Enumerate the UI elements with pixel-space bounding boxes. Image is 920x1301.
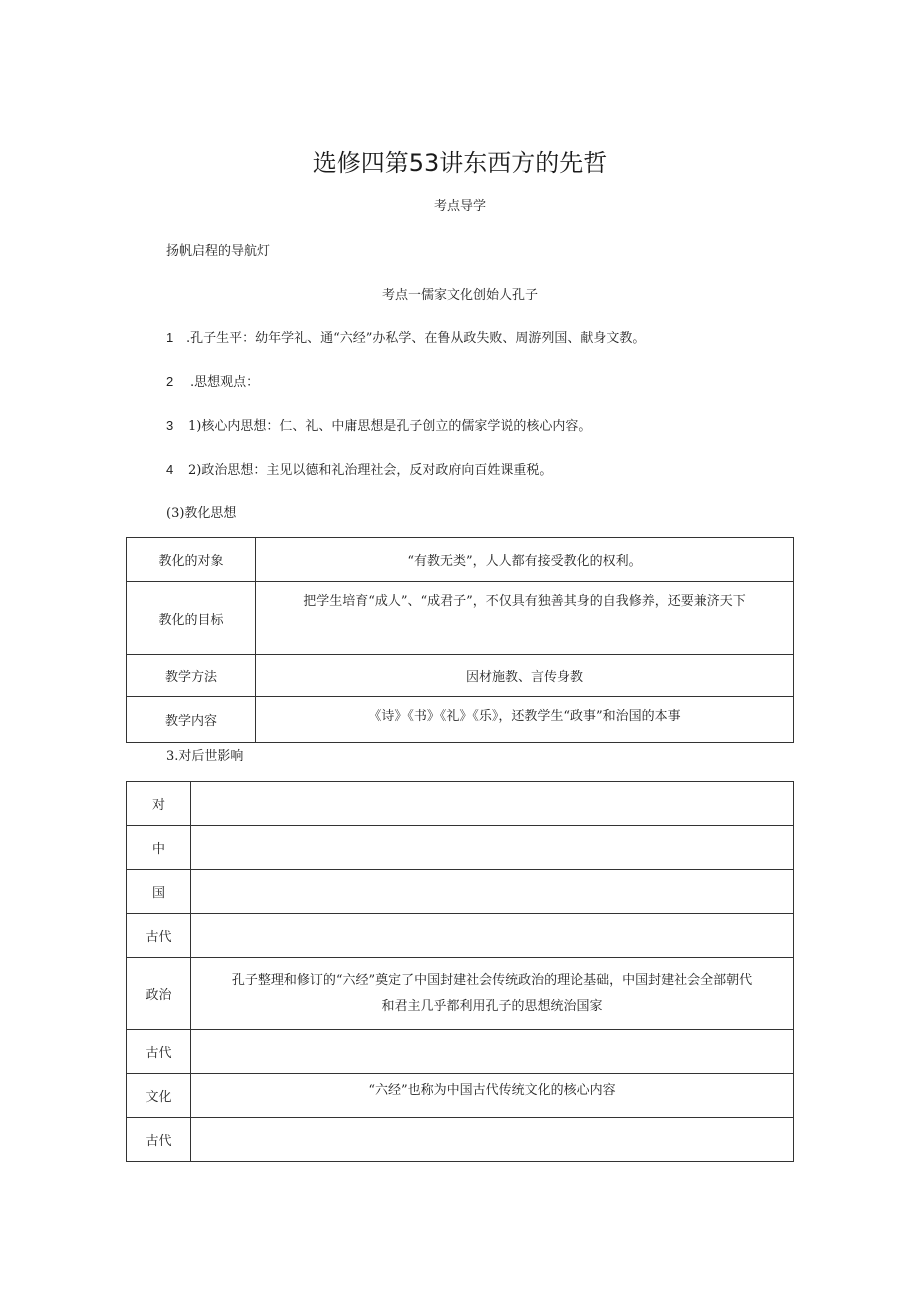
table-row bbox=[127, 782, 794, 826]
table-label-cell: 对 bbox=[127, 782, 191, 826]
paragraph-3 bbox=[166, 415, 591, 434]
paragraph-text: .思想观点： bbox=[190, 375, 260, 390]
table-content-cell bbox=[191, 782, 794, 826]
table-row bbox=[127, 1118, 794, 1162]
paragraph-text: 2)政治思想：主见以德和礼治理社会，反对政府向百姓课重税。 bbox=[188, 463, 553, 478]
table-row bbox=[127, 914, 794, 958]
table-row bbox=[127, 826, 794, 870]
paragraph-1 bbox=[166, 327, 645, 346]
politics-line-2: 和君主几乎都利用孔子的思想统治国家 bbox=[381, 998, 603, 1014]
table-label-cell: 教学内容 bbox=[127, 697, 256, 743]
table-label-cell: 教学方法 bbox=[127, 655, 256, 697]
table-label-cell: 中 bbox=[127, 826, 191, 870]
table-row bbox=[127, 697, 794, 743]
paragraph-2 bbox=[166, 371, 259, 390]
table-row bbox=[127, 538, 794, 582]
influence-heading: 3.对后世影响 bbox=[166, 749, 244, 764]
table-content-cell: 《诗》《书》《礼》《乐》，还教学生“政事”和治国的本事 bbox=[256, 697, 794, 743]
table-label-cell: 古代 bbox=[127, 1030, 191, 1074]
table-content-cell: “有教无类”，人人都有接受教化的权利。 bbox=[256, 538, 794, 582]
teaching-heading: (3)教化思想 bbox=[166, 506, 237, 521]
influence-table bbox=[126, 781, 794, 1162]
page-title: 选修四第53讲东西方的先哲 bbox=[312, 149, 608, 177]
paragraph-number: 2 bbox=[166, 374, 174, 389]
table-content-cell bbox=[191, 958, 794, 1030]
table-row bbox=[127, 582, 794, 655]
table-label-cell: 教化的目标 bbox=[127, 582, 256, 655]
table-content-cell: “六经”也称为中国古代传统文化的核心内容 bbox=[191, 1074, 794, 1118]
table-content-cell bbox=[191, 1118, 794, 1162]
table-content-cell bbox=[191, 826, 794, 870]
teaching-table bbox=[126, 537, 794, 743]
point-heading: 考点一儒家文化创始人孔子 bbox=[381, 288, 538, 303]
politics-line-1: 孔子整理和修订的“六经”奠定了中国封建社会传统政治的理论基础，中国封建社会全部朝代 bbox=[231, 972, 753, 988]
paragraph-text: 1)核心内思想：仁、礼、中庸思想是孔子创立的儒家学说的核心内容。 bbox=[188, 419, 592, 434]
table-row bbox=[127, 1074, 794, 1118]
table-content-cell: 因材施教、言传身教 bbox=[256, 655, 794, 697]
table-row bbox=[127, 1030, 794, 1074]
table-content-cell bbox=[191, 870, 794, 914]
table-content-cell bbox=[191, 1030, 794, 1074]
paragraph-number: 1 bbox=[166, 330, 174, 345]
table-content-cell: 把学生培育“成人”、“成君子”，不仅具有独善其身的自我修养，还要兼济天下 bbox=[256, 582, 794, 655]
table-label-cell: 国 bbox=[127, 870, 191, 914]
table-content-cell bbox=[191, 914, 794, 958]
subtitle: 考点导学 bbox=[433, 199, 486, 214]
table-row bbox=[127, 870, 794, 914]
table-label-cell: 古代 bbox=[127, 1118, 191, 1162]
paragraph-number: 3 bbox=[166, 418, 174, 433]
table-label-cell: 教化的对象 bbox=[127, 538, 256, 582]
section-label: 扬帆启程的导航灯 bbox=[166, 244, 271, 259]
table-label-cell: 政治 bbox=[127, 958, 191, 1030]
paragraph-4 bbox=[166, 459, 552, 478]
paragraph-number: 4 bbox=[166, 462, 174, 477]
table-row bbox=[127, 958, 794, 1030]
table-row bbox=[127, 655, 794, 697]
table-label-cell: 文化 bbox=[127, 1074, 191, 1118]
table-label-cell: 古代 bbox=[127, 914, 191, 958]
paragraph-text: .孔子生平：幼年学礼、通“六经”办私学、在鲁从政失败、周游列国、献身文教。 bbox=[186, 331, 646, 346]
